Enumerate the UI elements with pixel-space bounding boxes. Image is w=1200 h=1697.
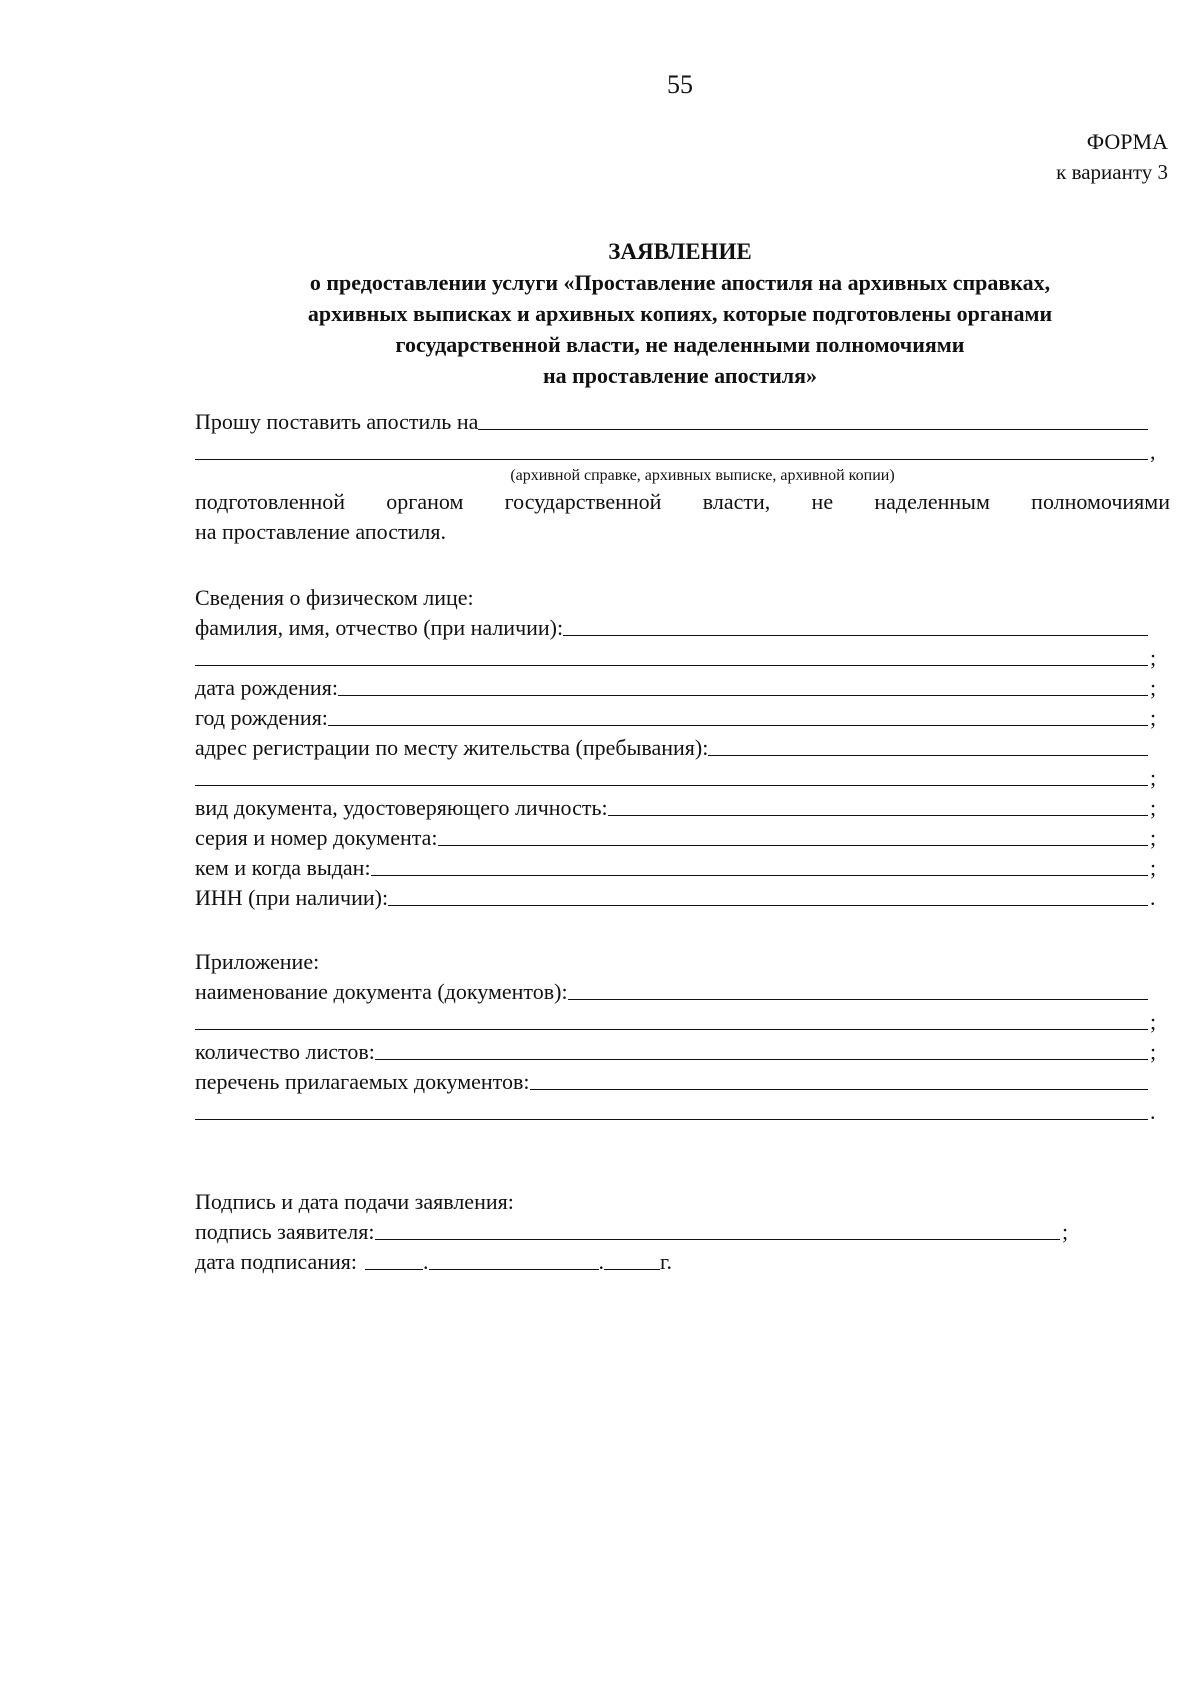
inn-row: [195, 881, 1170, 911]
address-semicolon: ;: [1150, 765, 1157, 790]
signature-field[interactable]: [375, 1238, 1060, 1240]
doc-type-semicolon: ;: [1150, 795, 1157, 820]
doc-type-row: [195, 791, 1170, 821]
sheets-field[interactable]: [375, 1058, 1148, 1060]
person-heading-row: [195, 581, 1170, 611]
page-number: 55: [667, 70, 693, 99]
request-row: [195, 405, 1170, 435]
inn-field[interactable]: [388, 904, 1148, 906]
birth-date-field[interactable]: [338, 694, 1148, 696]
list-field-2[interactable]: [195, 1118, 1148, 1120]
doc-name-semicolon: ;: [1150, 1009, 1157, 1034]
list-period: .: [1150, 1099, 1156, 1124]
date-dot-1: .: [423, 1249, 429, 1274]
birth-date-row: [195, 671, 1170, 701]
doc-name-label: наименование документа (документов):: [195, 979, 568, 1004]
request-comma: ,: [1150, 439, 1156, 464]
list-row: [195, 1065, 1170, 1095]
doc-type-field[interactable]: [608, 814, 1148, 816]
date-day-field[interactable]: [365, 1268, 423, 1270]
sheets-row: [195, 1035, 1170, 1065]
sheets-label: количество листов:: [195, 1039, 375, 1064]
request-hint: (архивной справке, архивных выписке, архивной копии): [510, 467, 895, 484]
sheets-semicolon: ;: [1150, 1039, 1157, 1064]
request-paragraph-line-2: на проставление апостиля.: [195, 519, 446, 544]
fio-field-2[interactable]: [195, 664, 1148, 666]
title-line-4: на проставление апостиля»: [542, 363, 818, 388]
title-line-2: архивных выписках и архивных копиях, которые подготовлены органами: [307, 301, 1053, 326]
fio-row: [195, 611, 1170, 641]
fio-field[interactable]: [563, 634, 1148, 636]
address-row-2: [195, 761, 1170, 791]
fio-semicolon: ;: [1150, 645, 1157, 670]
address-label: адрес регистрации по месту жительства (пребывания):: [195, 735, 709, 760]
request-field-2[interactable]: [195, 458, 1148, 460]
year-suffix: г.: [660, 1249, 673, 1274]
attachment-heading: Приложение:: [195, 949, 320, 974]
list-row-2: [195, 1095, 1170, 1125]
birth-year-semicolon: ;: [1150, 705, 1157, 730]
issued-field[interactable]: [371, 874, 1148, 876]
title-line-3: государственной власти, не наделенными полномочиями: [395, 332, 965, 357]
fio-label: фамилия, имя, отчество (при наличии):: [195, 615, 564, 640]
form-body: [195, 405, 1170, 1275]
address-field-2[interactable]: [195, 784, 1148, 786]
request-row-2: [195, 435, 1170, 465]
doc-number-field[interactable]: [438, 844, 1148, 846]
doc-name-field-2[interactable]: [195, 1028, 1148, 1030]
address-row: [195, 731, 1170, 761]
birth-date-label: дата рождения:: [195, 675, 338, 700]
inn-period: .: [1150, 885, 1156, 910]
person-heading: Сведения о физическом лице:: [195, 585, 474, 610]
request-paragraph: [195, 487, 1170, 547]
request-field[interactable]: [478, 428, 1148, 430]
signature-section: [195, 1185, 1170, 1275]
form-title: ФОРМА: [1086, 129, 1168, 154]
issued-row: [195, 851, 1170, 881]
date-year-field[interactable]: [604, 1268, 660, 1270]
title-main: ЗАЯВЛЕНИЕ: [608, 239, 752, 264]
doc-number-semicolon: ;: [1150, 825, 1157, 850]
form-label: [1056, 126, 1168, 188]
list-label: перечень прилагаемых документов:: [195, 1069, 530, 1094]
birth-year-label: год рождения:: [195, 705, 328, 730]
signature-semicolon: ;: [1062, 1219, 1069, 1244]
signature-heading: Подпись и дата подачи заявления:: [195, 1189, 514, 1214]
doc-name-field[interactable]: [568, 998, 1148, 1000]
birth-year-row: [195, 701, 1170, 731]
birth-year-field[interactable]: [328, 724, 1148, 726]
date-label: дата подписания:: [195, 1249, 357, 1274]
doc-type-label: вид документа, удостоверяющего личность:: [195, 795, 608, 820]
signature-row: [195, 1215, 1170, 1245]
doc-name-row: [195, 975, 1170, 1005]
date-month-field[interactable]: [429, 1268, 599, 1270]
list-field[interactable]: [530, 1088, 1148, 1090]
doc-number-label: серия и номер документа:: [195, 825, 438, 850]
request-paragraph-line-1: подготовленной органом государственной власти, не наделенным полномочиями: [195, 489, 1170, 514]
doc-number-row: [195, 821, 1170, 851]
issued-label: кем и когда выдан:: [195, 855, 371, 880]
document-title: [190, 236, 1170, 391]
inn-label: ИНН (при наличии):: [195, 885, 389, 910]
title-line-1: о предоставлении услуги «Проставление апостиля на архивных справках,: [309, 270, 1051, 295]
issued-semicolon: ;: [1150, 855, 1157, 880]
date-dot-2: .: [598, 1249, 604, 1274]
form-variant: к варианту 3: [1056, 160, 1168, 184]
attachment-heading-row: [195, 945, 1170, 975]
request-label: Прошу поставить апостиль на: [195, 409, 479, 434]
date-row: [195, 1245, 1170, 1275]
signature-label: подпись заявителя:: [195, 1219, 375, 1244]
fio-row-2: [195, 641, 1170, 671]
address-field[interactable]: [708, 754, 1148, 756]
doc-name-row-2: [195, 1005, 1170, 1035]
signature-heading-row: [195, 1185, 1170, 1215]
birth-date-semicolon: ;: [1150, 675, 1157, 700]
